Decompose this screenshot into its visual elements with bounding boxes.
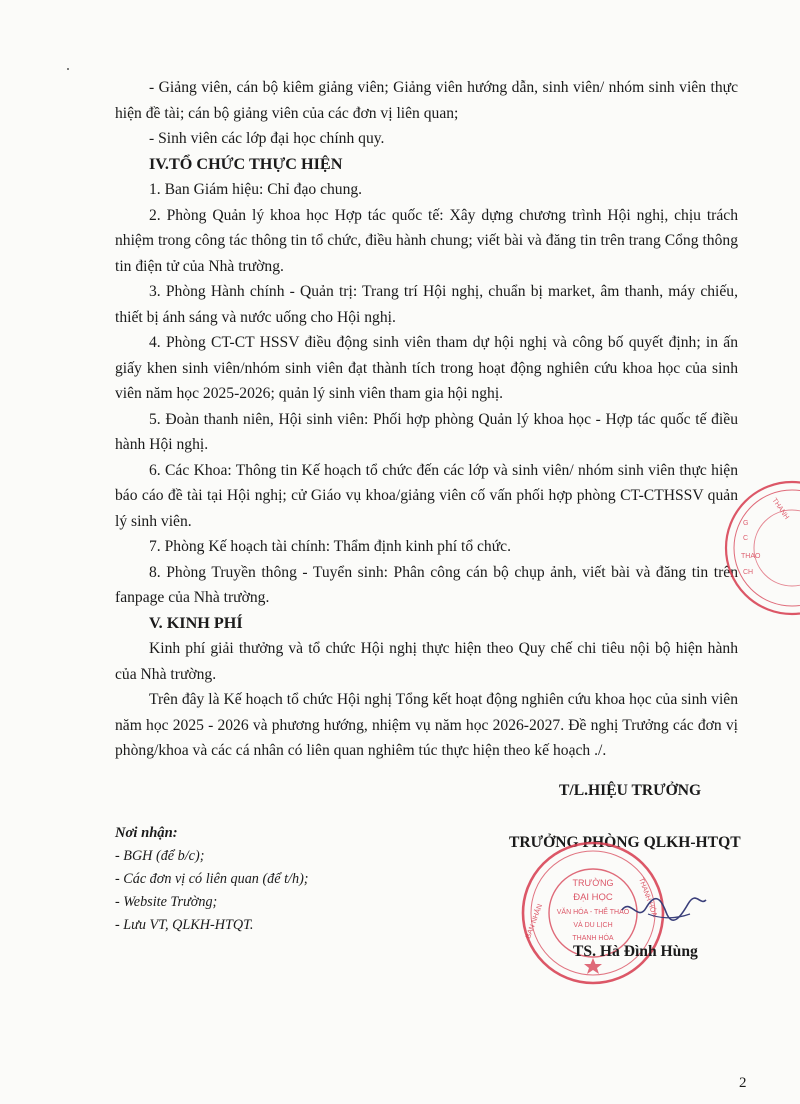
svg-text:TRƯỜNG: TRƯỜNG <box>572 878 614 888</box>
recipients-label: Nơi nhận: <box>115 825 178 841</box>
section-heading: IV.TỔ CHỨC THỰC HIỆN <box>149 154 343 173</box>
svg-text:THAO: THAO <box>741 553 761 560</box>
recipient-item: - Các đơn vị có liên quan (để t/h); <box>115 871 309 887</box>
svg-text:BAN NHÂN: BAN NHÂN <box>525 903 545 940</box>
recipient-item: - Website Trường; <box>115 894 218 910</box>
paragraph: 7. Phòng Kế hoạch tài chính: Thẩm định kinh phí tổ chức. <box>149 538 511 555</box>
svg-text:VĂN HÓA - THỂ THAO: VĂN HÓA - THỂ THAO <box>556 909 630 916</box>
paragraph: 4. Phòng CT-CT HSSV điều động sinh viên tham dự hội nghị và công bố quyết định; in ấn giấy khen sinh viên/nhóm sinh viên đạt thành tích trong hoạt động nghiên cứu khoa học của sinh viên năm học 2025-2026; quản lý sinh viên tham gia hội nghị. <box>115 334 738 402</box>
paragraph: 6. Các Khoa: Thông tin Kế hoạch tổ chức đến các lớp và sinh viên/ nhóm sinh viên thực hiện báo cáo đề tài tại Hội nghị; cử Giáo vụ khoa/giảng viên cố vấn phối hợp phòng CT-CTHSSV quản lý sinh viên. <box>115 461 738 530</box>
paragraph: - Sinh viên các lớp đại học chính quy. <box>149 130 385 147</box>
svg-text:THANH: THANH <box>770 497 790 521</box>
svg-text:VÀ DU LỊCH: VÀ DU LỊCH <box>573 922 613 929</box>
document-body <box>115 75 738 764</box>
signature-authority: T/L.HIỆU TRƯỞNG <box>559 782 702 799</box>
recipients-block <box>115 822 475 937</box>
signature-position: TRƯỞNG PHÒNG QLKH-HTQT <box>509 834 741 851</box>
page-number: 2 <box>739 1075 747 1091</box>
svg-text:THANH HÓA: THANH HÓA <box>572 935 614 942</box>
paragraph: - Giảng viên, cán bộ kiêm giảng viên; Giảng viên hướng dẫn, sinh viên/ nhóm sinh viên thực hiện đề tài; cán bộ giảng viên của các đơn vị liên quan; <box>115 79 738 122</box>
handwritten-signature <box>618 888 708 928</box>
recipient-item: - BGH (để b/c); <box>115 848 205 864</box>
signer-name: TS. Hà Đình Hùng <box>573 943 698 960</box>
scan-speck <box>67 68 69 70</box>
margin-seal <box>700 478 800 618</box>
svg-text:ĐẠI HỌC: ĐẠI HỌC <box>573 892 613 903</box>
paragraph: 8. Phòng Truyền thông - Tuyển sinh: Phân công cán bộ chụp ảnh, viết bài và đăng tin trên fanpage của Nhà trường. <box>115 563 738 606</box>
paragraph: Kinh phí giải thưởng và tổ chức Hội nghị thực hiện theo Quy chế chi tiêu nội bộ hiện hành của Nhà trường. <box>115 640 738 683</box>
paragraph: Trên đây là Kế hoạch tổ chức Hội nghị Tổng kết hoạt động nghiên cứu khoa học của sinh viên năm học 2025 - 2026 và phương hướng, nhiệm vụ năm học 2026-2027. Đề nghị Trưởng các đơn vị phòng/khoa và các cá nhân có liên quan nghiêm túc thực hiện theo kế hoạch ./. <box>115 691 738 759</box>
section-heading: V. KINH PHÍ <box>149 613 243 632</box>
paragraph: 5. Đoàn thanh niên, Hội sinh viên: Phối hợp phòng Quản lý khoa học - Hợp tác quốc tế điều hành Hội nghị. <box>115 410 738 453</box>
svg-text:G: G <box>743 520 749 527</box>
svg-text:THANH HÓA: THANH HÓA <box>637 876 658 919</box>
paragraph: 3. Phòng Hành chính - Quản trị: Trang trí Hội nghị, chuẩn bị market, âm thanh, máy chiếu, thiết bị ánh sáng và nước uống cho Hội nghị. <box>115 283 738 326</box>
recipient-item: - Lưu VT, QLKH-HTQT. <box>115 917 254 933</box>
svg-text:CH: CH <box>743 569 754 576</box>
paragraph: 1. Ban Giám hiệu: Chỉ đạo chung. <box>149 181 363 198</box>
svg-text:C: C <box>743 535 749 542</box>
paragraph: 2. Phòng Quản lý khoa học Hợp tác quốc tế: Xây dựng chương trình Hội nghị, chịu trách nhiệm trong công tác thông tin tổ chức, điều hành chung; viết bài và đăng tin trên trang Cổng thông tin điện tử của Nhà trường. <box>115 206 738 275</box>
